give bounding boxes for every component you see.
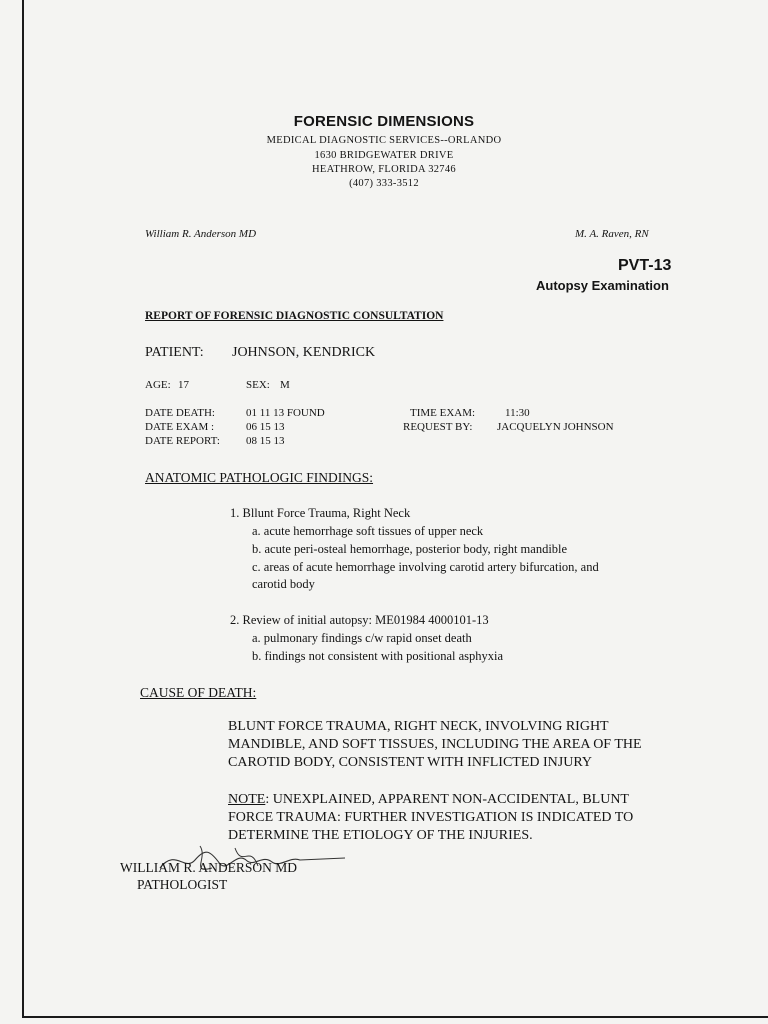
finding-1: 1. Bllunt Force Trauma, Right Neck — [230, 506, 411, 520]
age-label: AGE: — [145, 379, 171, 391]
cause-line-1: BLUNT FORCE TRAUMA, RIGHT NECK, INVOLVING RIGHT — [228, 719, 609, 734]
sex-label: SEX: — [246, 379, 270, 391]
cause-line-3: CAROTID BODY, CONSISTENT WITH INFLICTED INJURY — [228, 755, 593, 770]
time-exam-label: TIME EXAM: — [410, 407, 476, 419]
finding-1b: b. acute peri-osteal hemorrhage, posterior body, right mandible — [252, 542, 568, 556]
date-death-label: DATE DEATH: — [145, 407, 215, 419]
finding-2b: b. findings not consistent with positional asphyxia — [252, 649, 504, 663]
sex-value: M — [280, 379, 290, 391]
staff-left: William R. Anderson MD — [145, 228, 257, 240]
request-by-label: REQUEST BY: — [403, 421, 473, 433]
report-title: REPORT OF FORENSIC DIAGNOSTIC CONSULTATION — [145, 310, 444, 322]
finding-1c-cont: carotid body — [252, 577, 315, 591]
note-line-3: DETERMINE THE ETIOLOGY OF THE INJURIES. — [228, 828, 533, 843]
finding-1c: c. areas of acute hemorrhage involving carotid artery bifurcation, and — [252, 560, 599, 574]
org-phone: (407) 333-3512 — [349, 178, 419, 189]
org-name: FORENSIC DIMENSIONS — [293, 113, 475, 130]
date-exam-label: DATE EXAM : — [145, 421, 215, 433]
note-line-1 — [228, 792, 629, 808]
date-report-value: 08 15 13 — [246, 435, 285, 447]
date-death-value: 01 11 13 FOUND — [246, 407, 325, 419]
staff-right: M. A. Raven, RN — [575, 228, 649, 240]
note-text: : UNEXPLAINED, APPARENT NON-ACCIDENTAL, BLUNT — [265, 792, 629, 807]
case-code: PVT-13 — [618, 257, 672, 274]
org-department: MEDICAL DIAGNOSTIC SERVICES--ORLANDO — [266, 135, 502, 146]
signoff-name: WILLIAM R. ANDERSON MD — [120, 860, 297, 875]
org-street: 1630 BRIDGEWATER DRIVE — [314, 150, 454, 161]
cause-heading: CAUSE OF DEATH: — [140, 685, 257, 700]
patient-name: JOHNSON, KENDRICK — [232, 345, 376, 360]
date-exam-value: 06 15 13 — [246, 421, 285, 433]
finding-1a: a. acute hemorrhage soft tissues of upper neck — [252, 524, 484, 538]
request-by-value: JACQUELYN JOHNSON — [497, 421, 614, 433]
finding-2: 2. Review of initial autopsy: ME01984 4000101-13 — [230, 613, 489, 627]
note-label: NOTE — [228, 792, 266, 807]
findings-heading: ANATOMIC PATHOLOGIC FINDINGS: — [145, 470, 374, 485]
cause-line-2: MANDIBLE, AND SOFT TISSUES, INCLUDING THE AREA OF THE — [228, 737, 642, 752]
note-line-2: FORCE TRAUMA: FURTHER INVESTIGATION IS INDICATED TO — [228, 810, 634, 825]
finding-2a: a. pulmonary findings c/w rapid onset death — [252, 631, 472, 645]
patient-label: PATIENT: — [145, 345, 204, 360]
date-report-label: DATE REPORT: — [145, 435, 220, 447]
case-type: Autopsy Examination — [536, 278, 669, 293]
org-city: HEATHROW, FLORIDA 32746 — [312, 164, 456, 175]
age-value: 17 — [178, 379, 189, 391]
time-exam-value: 11:30 — [505, 407, 530, 419]
signoff-title: PATHOLOGIST — [137, 877, 228, 892]
page-bottom-edge — [22, 1016, 768, 1018]
